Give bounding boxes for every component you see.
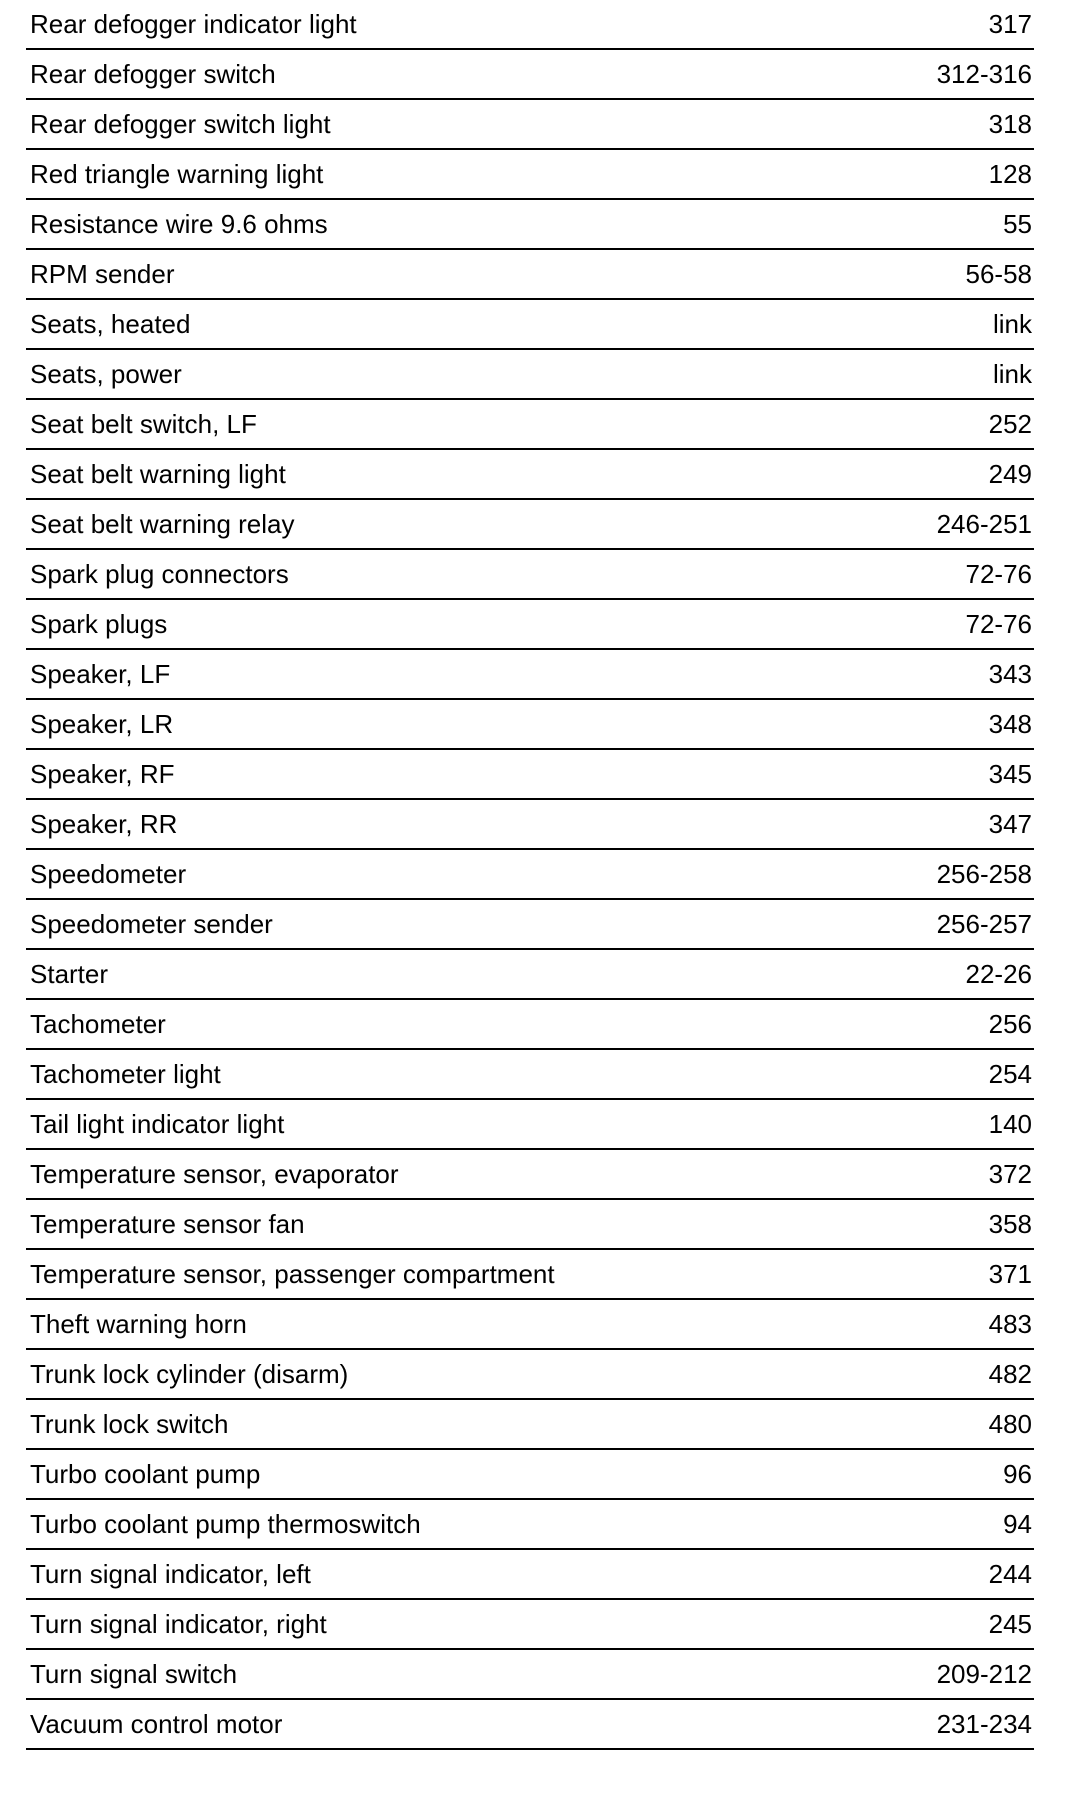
index-page-ref: 254: [988, 1059, 1032, 1089]
index-term: Tail light indicator light: [30, 1109, 285, 1139]
index-row: [26, 700, 1034, 750]
index-term: RPM sender: [30, 259, 175, 289]
index-term: Speaker, RR: [30, 809, 178, 839]
index-row: [26, 100, 1034, 150]
index-term: Tachometer light: [30, 1059, 221, 1089]
index-row: [26, 1600, 1034, 1650]
index-term: Resistance wire 9.6 ohms: [30, 209, 328, 239]
index-page-ref: 72-76: [965, 559, 1032, 589]
index-row: [26, 550, 1034, 600]
index-term: Speedometer sender: [30, 909, 273, 939]
index-term: Vacuum control motor: [30, 1709, 283, 1739]
index-page-ref: 256-257: [936, 909, 1032, 939]
index-term: Seats, power: [30, 359, 182, 389]
index-page-ref: 56-58: [965, 259, 1032, 289]
index-row: [26, 950, 1034, 1000]
index-row: [26, 1550, 1034, 1600]
index-term: Turbo coolant pump: [30, 1459, 261, 1489]
index-page-ref: 256-258: [936, 859, 1032, 889]
index-page-ref: 246-251: [936, 509, 1032, 539]
index-page-ref: 140: [988, 1109, 1032, 1139]
index-row: [26, 1050, 1034, 1100]
index-page-ref: 317: [988, 9, 1032, 39]
index-row: [26, 1000, 1034, 1050]
index-page-ref: 345: [988, 759, 1032, 789]
index-row: [26, 1400, 1034, 1450]
index-row: [26, 1450, 1034, 1500]
index-term: Tachometer: [30, 1009, 166, 1039]
index-term: Temperature sensor fan: [30, 1209, 305, 1239]
index-term: Starter: [30, 959, 109, 989]
index-row: [26, 1250, 1034, 1300]
index-page-ref: 480: [988, 1409, 1032, 1439]
index-term: Speaker, LR: [30, 709, 174, 739]
index-row: [26, 0, 1034, 50]
index-page-ref: 358: [988, 1209, 1032, 1239]
index-row: [26, 150, 1034, 200]
index-term: Rear defogger indicator light: [30, 9, 357, 39]
index-term: Trunk lock switch: [30, 1409, 229, 1439]
index-row: [26, 1150, 1034, 1200]
index-page-ref: 348: [988, 709, 1032, 739]
index-row: [26, 800, 1034, 850]
index-page-ref: 483: [988, 1309, 1032, 1339]
index-page-ref: 256: [988, 1009, 1032, 1039]
index-page-ref: 96: [1003, 1459, 1032, 1489]
index-row: [26, 600, 1034, 650]
index-page-ref: 371: [988, 1259, 1032, 1289]
index-row: [26, 1650, 1034, 1700]
index-term: Temperature sensor, passenger compartment: [30, 1259, 555, 1289]
index-page-ref: 94: [1003, 1509, 1032, 1539]
index-term: Temperature sensor, evaporator: [30, 1159, 399, 1189]
index-term: Spark plug connectors: [30, 559, 289, 589]
index-term: Speaker, LF: [30, 659, 171, 689]
index-row: [26, 350, 1034, 400]
index-row: [26, 500, 1034, 550]
index-row: [26, 200, 1034, 250]
index-term: Spark plugs: [30, 609, 168, 639]
index-term: Seat belt warning relay: [30, 509, 295, 539]
index-row: [26, 850, 1034, 900]
index-page-ref: 231-234: [936, 1709, 1032, 1739]
index-page-ref[interactable]: link: [992, 359, 1032, 389]
index-page-ref: 72-76: [965, 609, 1032, 639]
index-page-ref: 244: [988, 1559, 1032, 1589]
index-term: Seats, heated: [30, 309, 191, 339]
index-row: [26, 1200, 1034, 1250]
index-row: [26, 750, 1034, 800]
index-row: [26, 1700, 1034, 1750]
index-term: Seat belt warning light: [30, 459, 286, 489]
index-row: [26, 1100, 1034, 1150]
index-page-ref: 209-212: [936, 1659, 1032, 1689]
index-term: Turn signal indicator, right: [30, 1609, 327, 1639]
index-page-ref: 252: [988, 409, 1032, 439]
index-row: [26, 1500, 1034, 1550]
index-row: [26, 250, 1034, 300]
index-row: [26, 1350, 1034, 1400]
index-page-ref: 347: [988, 809, 1032, 839]
index-row: [26, 1300, 1034, 1350]
index-term: Speedometer: [30, 859, 187, 889]
index-page-ref: 22-26: [965, 959, 1032, 989]
index-page-ref: 318: [988, 109, 1032, 139]
index-page-ref: 245: [988, 1609, 1032, 1639]
index-term: Turn signal indicator, left: [30, 1559, 311, 1589]
index-page-ref: 249: [988, 459, 1032, 489]
index-term: Turbo coolant pump thermoswitch: [30, 1509, 421, 1539]
index-page-ref[interactable]: link: [992, 309, 1032, 339]
index-term: Rear defogger switch light: [30, 109, 331, 139]
index-term: Trunk lock cylinder (disarm): [30, 1359, 349, 1389]
index-table: [26, 0, 1034, 1750]
index-row: [26, 50, 1034, 100]
index-page-ref: 312-316: [936, 59, 1032, 89]
index-row: [26, 650, 1034, 700]
index-row: [26, 450, 1034, 500]
index-term: Rear defogger switch: [30, 59, 276, 89]
index-term: Red triangle warning light: [30, 159, 324, 189]
index-term: Speaker, RF: [30, 759, 175, 789]
index-row: [26, 300, 1034, 350]
index-row: [26, 900, 1034, 950]
index-page-ref: 343: [988, 659, 1032, 689]
index-row: [26, 400, 1034, 450]
index-term: Seat belt switch, LF: [30, 409, 257, 439]
index-page-ref: 55: [1003, 209, 1032, 239]
index-page-ref: 128: [988, 159, 1032, 189]
index-term: Turn signal switch: [30, 1659, 238, 1689]
index-page-ref: 482: [988, 1359, 1032, 1389]
index-term: Theft warning horn: [30, 1309, 247, 1339]
index-page-ref: 372: [988, 1159, 1032, 1189]
